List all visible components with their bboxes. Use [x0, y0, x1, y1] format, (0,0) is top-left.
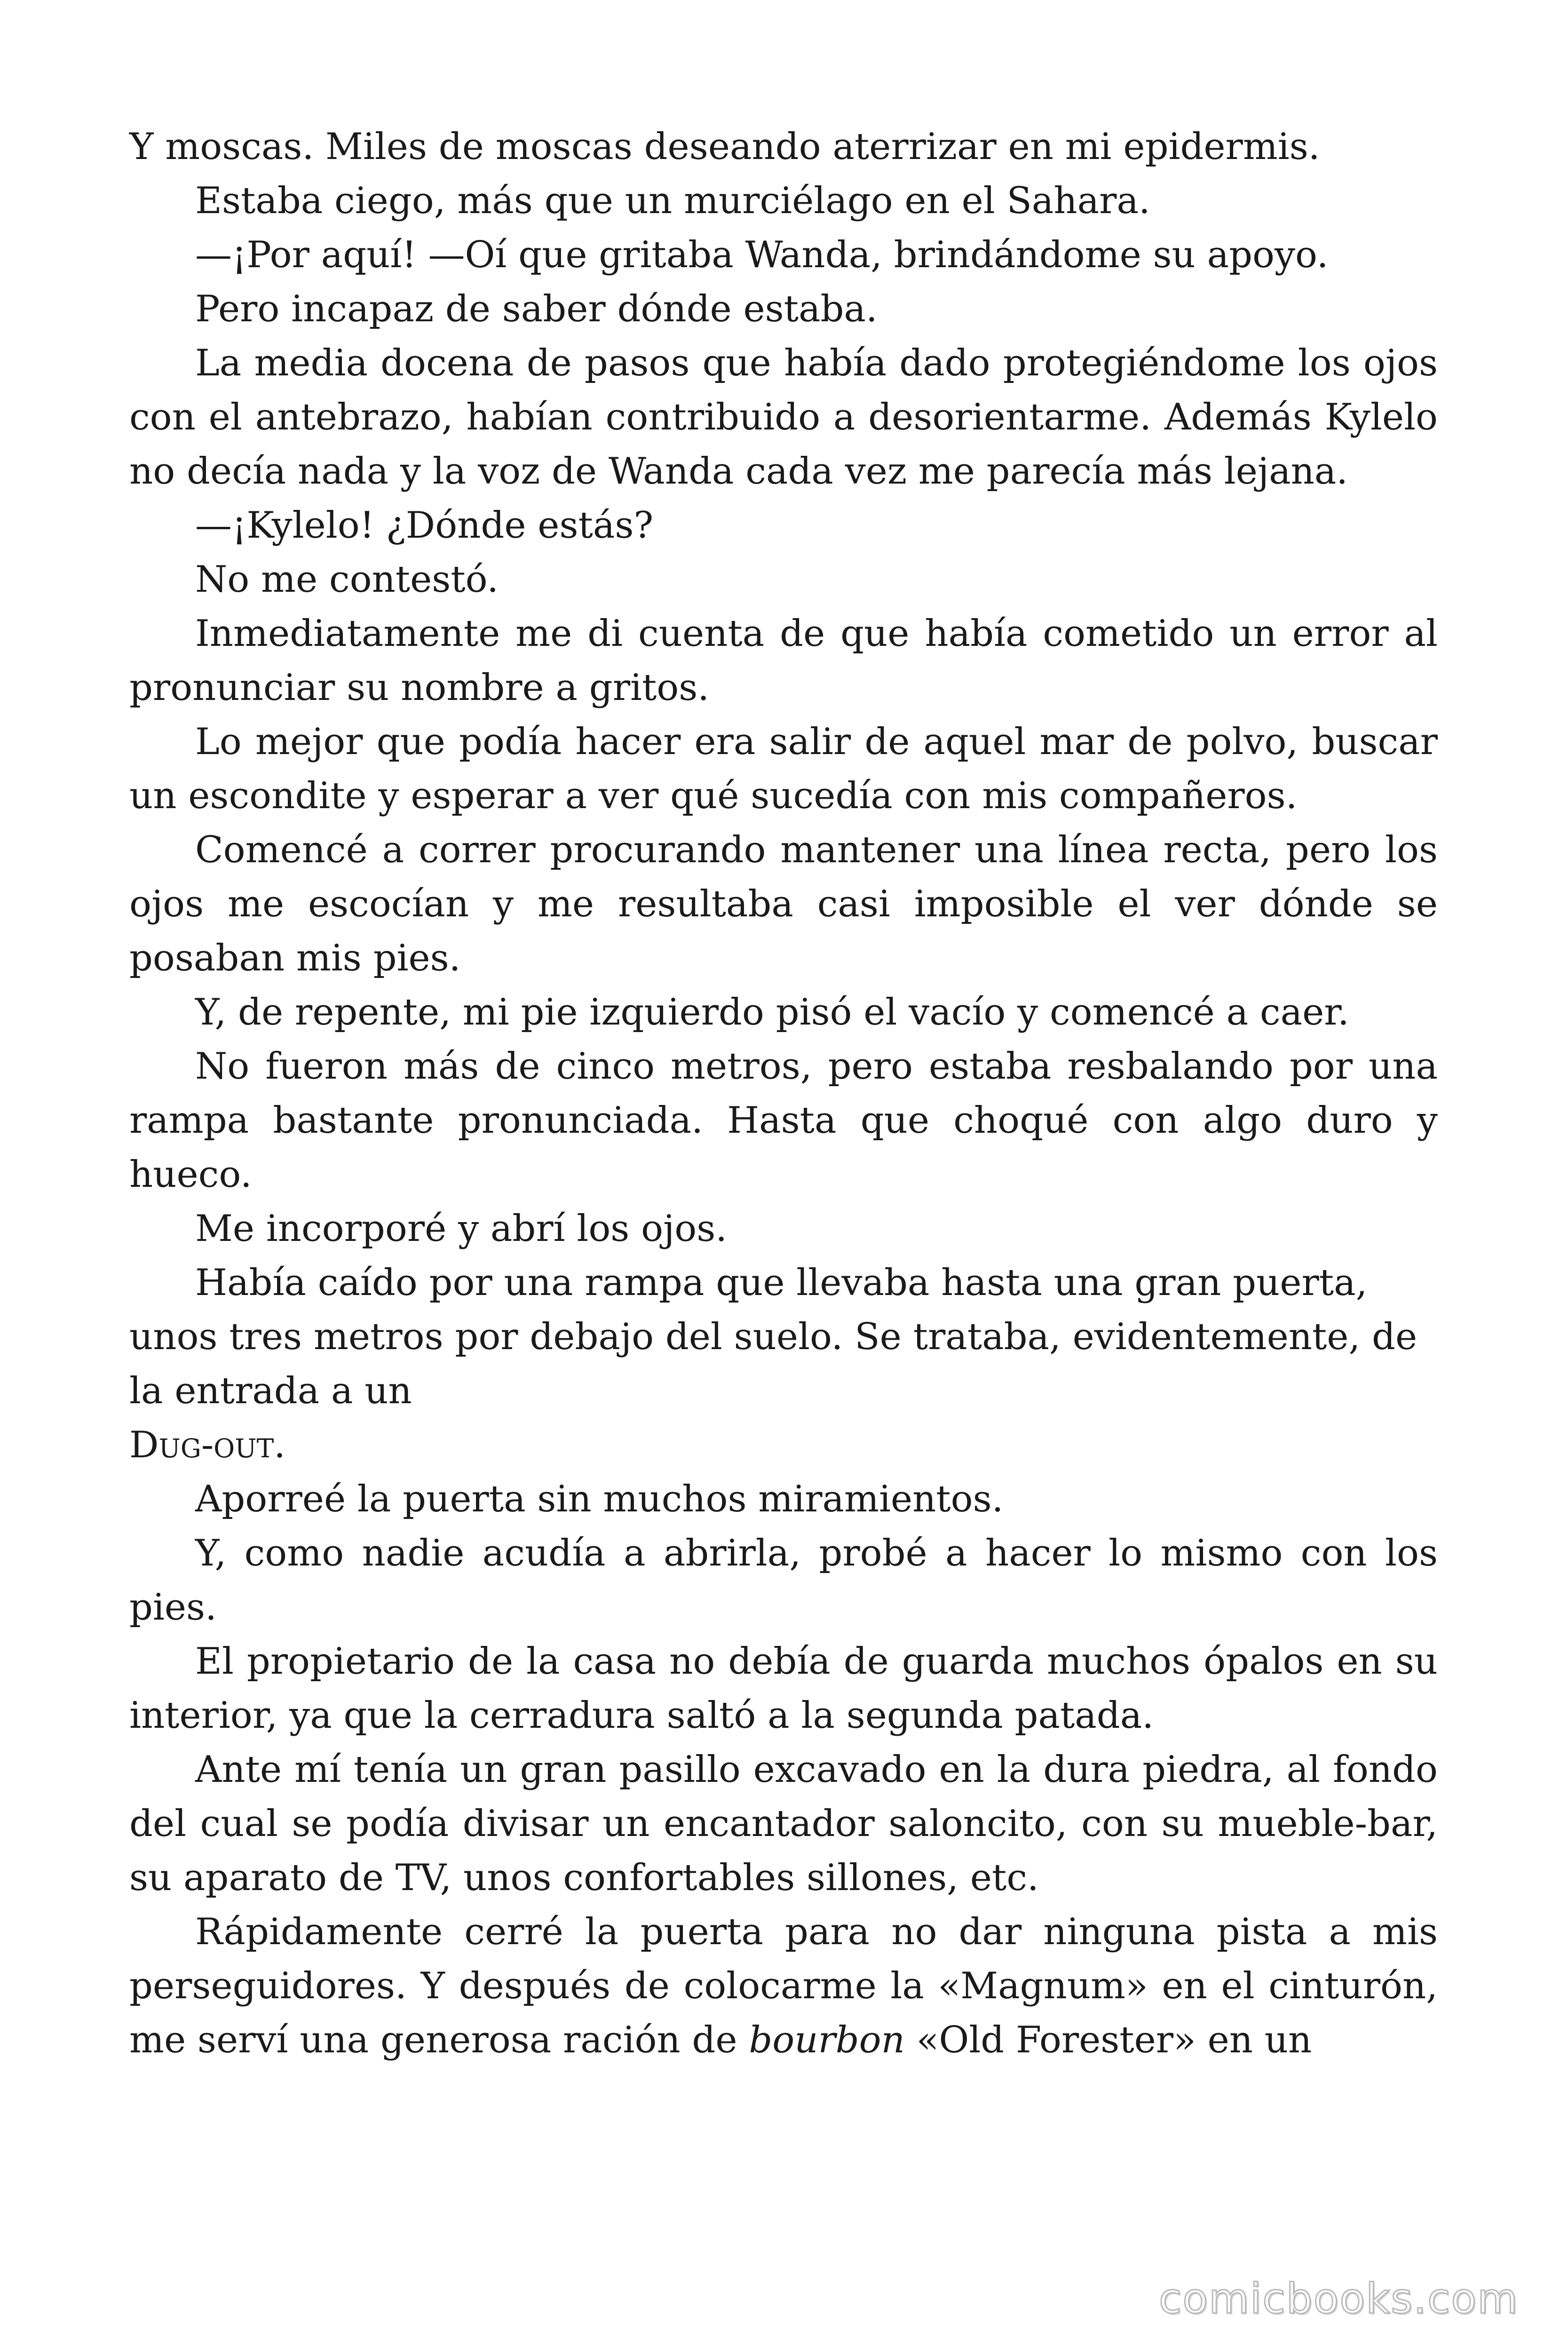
- paragraph: Inmediatamente me di cuenta de que había cometido un error al pronunciar su nombre a gritos.: [129, 612, 1438, 709]
- paragraph: —¡Kylelo! ¿Dónde estás?: [195, 504, 654, 547]
- paragraph: Me incorporé y abrí los ojos.: [195, 1208, 728, 1250]
- body-text: [129, 120, 1438, 2067]
- paragraph: Lo mejor que podía hacer era salir de aquel mar de polvo, buscar un escondite y esperar a ver qué sucedía con mis compañeros.: [129, 721, 1438, 817]
- paragraph: No me contestó.: [195, 558, 499, 601]
- paragraph: Y, de repente, mi pie izquierdo pisó el vacío y comencé a caer.: [195, 991, 1349, 1033]
- paragraph: Ante mí tenía un gran pasillo excavado en la dura piedra, al fondo del cual se podía divisar un encantador saloncito, con su mueble-bar, su aparato de TV, unos confortables sillones, etc.: [129, 1748, 1438, 1899]
- paragraph: Estaba ciego, más que un murciélago en el Sahara.: [195, 180, 1150, 222]
- paragraph-last: [129, 1905, 1438, 2067]
- paragraph: No fueron más de cinco metros, pero estaba resbalando por una rampa bastante pronunciada. Hasta que choqué con algo duro y hueco.: [129, 1045, 1438, 1196]
- text-run: Rápidamente cerré la puerta para no dar ninguna pista a mis perseguidores. Y después de colocarme la «Magnum» en el cinturón, me serví una generosa ración de: [129, 1911, 1438, 2061]
- paragraph: Aporreé la puerta sin muchos miramientos.: [195, 1478, 1004, 1520]
- paragraph: La media docena de pasos que había dado protegiéndome los ojos con el antebrazo, habían contribuido a desorientarme. Además Kylelo no decía nada y la voz de Wanda cada vez me parecía más lejana.: [129, 342, 1438, 493]
- italic-word: bourbon: [749, 2019, 905, 2061]
- paragraph: Y, como nadie acudía a abrirla, probé a hacer lo mismo con los pies.: [129, 1532, 1438, 1629]
- paragraph: —¡Por aquí! —Oí que gritaba Wanda, brindándome su apoyo.: [195, 234, 1329, 276]
- watermark-logo: comicbooks.com: [1158, 2274, 1519, 2323]
- paragraph: Pero incapaz de saber dónde estaba.: [195, 288, 878, 330]
- paragraph: Comencé a correr procurando mantener una línea recta, pero los ojos me escocían y me resultaba casi imposible el ver dónde se posaban mis pies.: [129, 829, 1438, 979]
- paragraph: El propietario de la casa no debía de guarda muchos ópalos en su interior, ya que la cerradura saltó a la segunda patada.: [129, 1640, 1438, 1737]
- paragraph: Había caído por una rampa que llevaba hasta una gran puerta, unos tres metros por debajo del suelo. Se trataba, evidentemente, de la entrada a un: [129, 1262, 1418, 1412]
- paragraph-dug-out: Dug-out.: [129, 1424, 286, 1466]
- text-run: «Old Forester» en un: [916, 2019, 1312, 2061]
- paragraph: Y moscas. Miles de moscas deseando aterrizar en mi epidermis.: [129, 126, 1320, 168]
